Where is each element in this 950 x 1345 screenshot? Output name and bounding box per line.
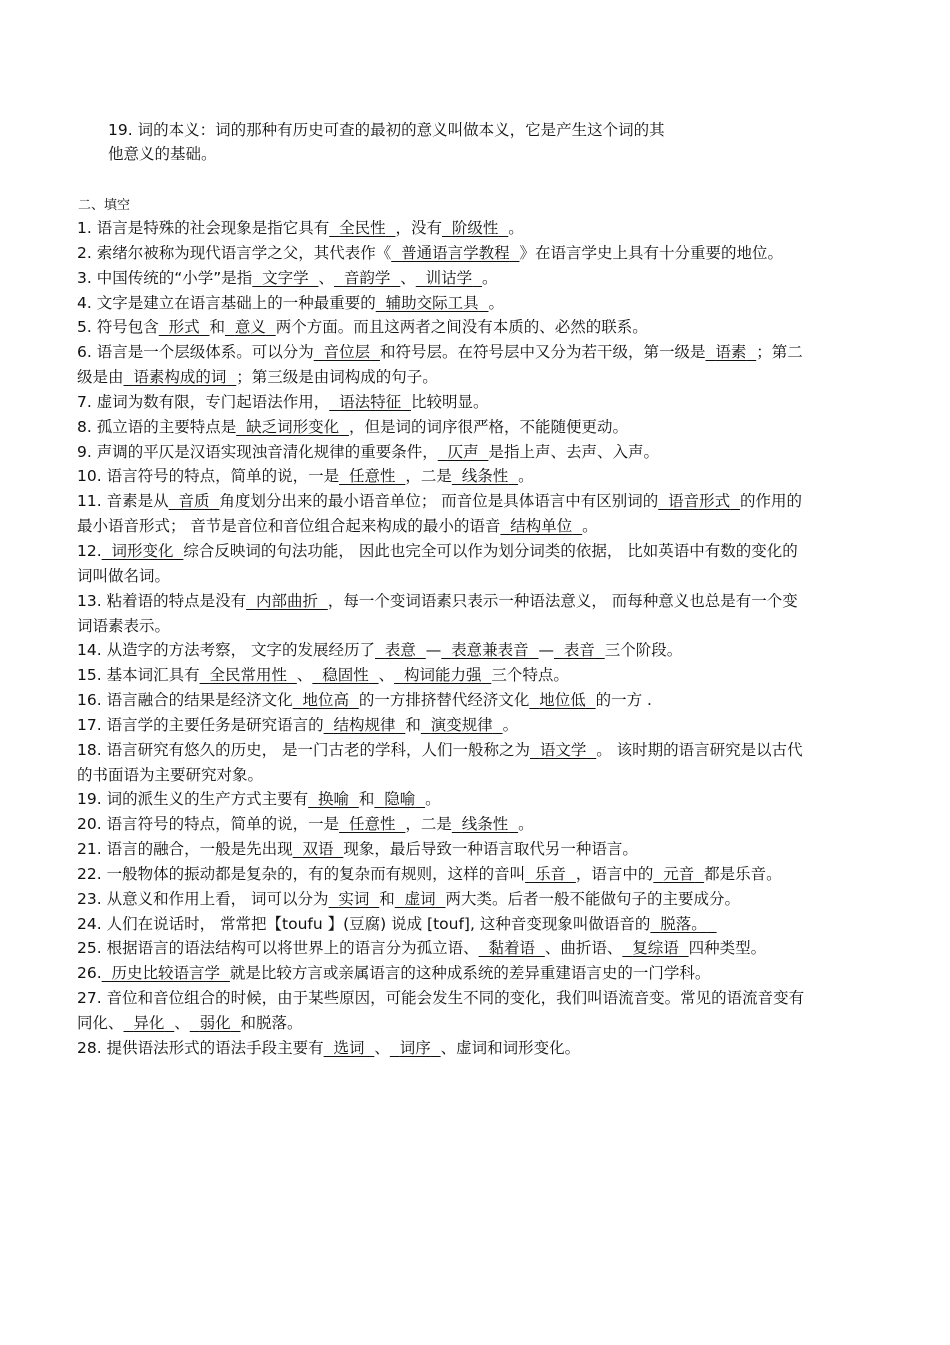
item-text: 4. 文字是建立在语言基础上的一种最重要的 — [77, 293, 376, 312]
fill-in-item — [77, 713, 807, 738]
answer-blank: 音质 — [178, 492, 210, 511]
answer-blank: 文字学 — [262, 268, 309, 287]
fill-in-item — [77, 787, 807, 812]
answer-blank: 仄声 — [447, 442, 479, 461]
item-text: ，没有 — [395, 219, 442, 237]
item-text: 3. 中国传统的“小学”是指 — [77, 268, 253, 287]
answer-blank: 虚词 — [404, 889, 436, 908]
answer-blank: 结构规律 — [333, 715, 396, 734]
item-text: 、虚词和词形变化。 — [440, 1038, 581, 1057]
fill-in-item — [77, 688, 807, 713]
item-text: 、 — [374, 1038, 390, 1057]
item-text: 综合反映词的句法功能， 因此也完全可以作为划分词类的依据， 比如英语中有数的变化的词叫做名词。 — [77, 541, 798, 585]
item-text: 。 — [482, 268, 498, 287]
answer-blank: 内部曲折 — [255, 591, 318, 610]
answer-blank: 复综语 — [632, 939, 679, 958]
item-text: 三个特点。 — [491, 666, 569, 685]
answer-blank: 隐喻 — [384, 790, 416, 809]
fill-in-item — [77, 812, 807, 837]
fill-in-item — [77, 390, 807, 415]
item-text: 27. 音位和音位组合的时候，由于某些原因，可能会发生不同的变化，我们叫语流音变。常见的语流音变有同化、 — [77, 989, 805, 1032]
answer-blank: 辅助交际工具 — [385, 293, 479, 312]
item-text: 18. 语言研究有悠久的历史， 是一门古老的学科，人们一般称之为 — [77, 740, 531, 759]
item-text: 。 — [502, 715, 519, 734]
answer-blank: 构词能力强 — [403, 666, 482, 685]
item-text: — — [425, 641, 442, 660]
answer-blank: 元音 — [663, 864, 695, 883]
answer-blank: 结构单位 — [510, 517, 573, 536]
answer-blank: 选词 — [333, 1038, 365, 1057]
fill-in-item — [77, 315, 807, 340]
item-text: 。 — [518, 815, 534, 834]
fill-in-item — [77, 738, 807, 788]
fill-in-item — [77, 539, 807, 589]
item-text: 和符号层。在符号层中又分为若干级，第一级是 — [379, 343, 706, 362]
answer-blank: 语文学 — [539, 740, 587, 759]
item-text: 的一方 . — [595, 691, 652, 710]
fill-in-item — [77, 340, 807, 390]
definition-19 — [108, 118, 808, 166]
answer-blank: 演变规律 — [430, 715, 493, 734]
answer-blank: 异化 — [133, 1014, 165, 1032]
item-text: 9. 声调的平仄是汉语实现浊音清化规律的重要条件， — [77, 442, 438, 461]
answer-blank: 双语 — [302, 840, 334, 859]
item-text: 就是比较方言或亲属语言的这种成系统的差异重建语言史的一门学科。 — [229, 964, 711, 983]
item-text: 、 — [174, 1014, 190, 1032]
item-text: ，每一个变词语素只表示一种语法意义， 而每种意义也总是有一个变词语素表示。 — [77, 591, 798, 635]
answer-blank: 表意兼表音 — [451, 641, 529, 660]
item-text: 、曲折语、 — [544, 939, 623, 958]
item-text: 。 — [488, 293, 504, 312]
item-text: 8. 孤立语的主要特点是 — [77, 417, 237, 436]
item-text: ，二是 — [405, 815, 452, 834]
fill-in-item — [77, 241, 807, 266]
fill-in-item — [77, 1036, 807, 1061]
answer-blank: 线条性 — [461, 467, 509, 486]
item-text: 两个方面。而且这两者之间没有本质的、必然的联系。 — [275, 318, 648, 337]
answer-blank: 普通语言学教程 — [401, 243, 510, 262]
answer-blank: 语法特征 — [339, 392, 402, 411]
answer-blank: 全民常用性 — [209, 666, 287, 685]
item-text: 。 — [582, 517, 598, 536]
item-text: 26. — [77, 964, 102, 983]
fill-in-item — [77, 266, 807, 291]
item-text: 14. 从造字的方法考察， 文字的发展经历了 — [77, 641, 376, 660]
answer-blank: 历史比较语言学 — [111, 964, 221, 983]
answer-blank: 地位低 — [539, 691, 586, 710]
fill-in-item — [77, 638, 807, 663]
item-text: 现象，最后导致一种语言取代另一种语言。 — [343, 840, 638, 859]
answer-blank: 阶级性 — [451, 219, 499, 237]
item-text: 。 该时期的语言研究是以古代的书面语为主要研究对象。 — [77, 740, 803, 784]
item-text: 20. 语言符号的特点，简单的说，一是 — [77, 815, 340, 834]
answer-blank: 音位层 — [323, 343, 371, 362]
answer-blank: 形式 — [168, 318, 200, 337]
item-text: 是指上声、去声、入声。 — [488, 442, 659, 461]
item-text: 、 — [400, 268, 416, 287]
item-text: 17. 语言学的主要任务是研究语言的 — [77, 715, 324, 734]
item-text: — — [538, 641, 554, 660]
item-text: 和 — [209, 318, 225, 337]
item-text: 。 — [508, 219, 524, 237]
fill-in-item — [77, 216, 807, 241]
fill-in-item — [77, 489, 807, 539]
answer-blank: 词序 — [399, 1038, 431, 1057]
answer-blank: 稳固性 — [322, 666, 369, 685]
fill-in-item — [77, 837, 807, 862]
answer-blank: 语音形式 — [668, 492, 731, 511]
item-text: 24. 人们在说话时， 常常把【toufu 】(豆腐) 说成 [touf], 这种音变现象叫做语音的 — [77, 914, 651, 933]
item-text: 和 — [379, 889, 395, 908]
fill-in-item — [77, 961, 807, 986]
section-title: 二、填空 — [78, 198, 131, 213]
item-text: 角度划分出来的最小语音单位； 而音位是具体语言中有区别词的 — [219, 492, 659, 511]
item-text: 13. 粘着语的特点是没有 — [77, 591, 247, 610]
answer-blank: 弱化 — [199, 1014, 231, 1032]
fill-in-item — [77, 936, 807, 961]
answer-blank: 表音 — [563, 641, 595, 660]
answer-blank: 乐音 — [534, 864, 566, 883]
fill-in-item — [77, 464, 807, 489]
answer-blank: 训诂学 — [425, 268, 473, 287]
item-text: 23. 从意义和作用上看， 词可以分为 — [77, 889, 329, 908]
item-text: ，但是词的词序很严格，不能随便更动。 — [348, 417, 628, 436]
item-text: ；第三级是由词构成的句子。 — [236, 368, 438, 387]
fill-in-item — [77, 589, 807, 639]
fill-in-item — [77, 986, 807, 1036]
item-text: ，二是 — [405, 467, 452, 486]
fill-in-item — [77, 291, 807, 316]
answer-blank: 黏着语 — [488, 939, 535, 958]
item-text: ；第二级是由 — [77, 343, 803, 387]
item-text: 。 — [425, 790, 441, 809]
answer-blank: 音韵学 — [343, 268, 391, 287]
answer-blank: 语素 — [715, 343, 747, 362]
answer-blank: 实词 — [338, 889, 370, 908]
answer-blank: 全民性 — [339, 219, 386, 237]
item-text: 25. 根据语言的语法结构可以将世界上的语言分为孤立语、 — [77, 939, 479, 958]
item-text: 和 — [405, 715, 421, 734]
item-text: 28. 提供语法形式的语法手段主要有 — [77, 1038, 324, 1057]
fill-in-item — [77, 912, 807, 937]
item-text: 两大类。后者一般不能做句子的主要成分。 — [445, 889, 741, 908]
item-text: 的作用的最小语音形式； 音节是音位和音位组合起来构成的最小的语音 — [77, 492, 802, 536]
fill-in-item — [77, 440, 807, 465]
definition-19-line1: 19. 词的本义：词的那种有历史可查的最初的意义叫做本义，它是产生这个词的其 — [108, 121, 665, 139]
item-text: 6. 语言是一个层级体系。可以分为 — [77, 343, 314, 362]
fill-in-list — [77, 216, 807, 1061]
item-text: 21. 语言的融合，一般是先出现 — [77, 840, 293, 859]
item-text: 7. 虚词为数有限，专门起语法作用， — [77, 392, 330, 411]
item-text: 、 — [296, 666, 313, 685]
item-text: 三个阶段。 — [604, 641, 683, 660]
item-text: 16. 语言融合的结果是经济文化 — [77, 691, 293, 710]
answer-blank: 语素构成的词 — [133, 368, 227, 387]
item-text: 的一方排挤替代经济文化 — [358, 691, 530, 710]
item-text: 和 — [358, 790, 375, 809]
item-text: 》在语言学史上具有十分重要的地位。 — [519, 243, 783, 262]
item-text: ，语言中的 — [575, 864, 654, 883]
item-text: 和脱落。 — [240, 1014, 303, 1032]
answer-blank: 任意性 — [348, 467, 396, 486]
item-text: 2. 索绪尔被称为现代语言学之父，其代表作《 — [77, 243, 392, 262]
definition-19-line2: 他意义的基础。 — [108, 145, 217, 163]
answer-blank: 表意 — [384, 641, 416, 660]
answer-blank: 任意性 — [348, 815, 396, 834]
answer-blank: 脱落。 — [660, 914, 707, 933]
answer-blank: 词形变化 — [111, 541, 174, 560]
answer-blank: 线条性 — [461, 815, 509, 834]
item-text: 10. 语言符号的特点，简单的说，一是 — [77, 467, 340, 486]
item-text: 11. 音素是从 — [77, 492, 169, 511]
item-text: 12. — [77, 541, 102, 560]
fill-in-item — [77, 415, 807, 440]
item-text: 比较明显。 — [410, 392, 489, 411]
item-text: 都是乐音。 — [704, 864, 782, 883]
item-text: 1. 语言是特殊的社会现象是指它具有 — [77, 219, 330, 237]
answer-blank: 意义 — [234, 318, 266, 337]
item-text: 、 — [318, 268, 335, 287]
item-text: 。 — [518, 467, 534, 486]
item-text: 15. 基本词汇具有 — [77, 666, 200, 685]
answer-blank: 缺乏词形变化 — [246, 417, 340, 436]
item-text: 22. 一般物体的振动都是复杂的，有的复杂而有规则，这样的音叫 — [77, 864, 526, 883]
item-text: 19. 词的派生义的生产方式主要有 — [77, 790, 309, 809]
answer-blank: 地位高 — [302, 691, 349, 710]
fill-in-item — [77, 862, 807, 887]
item-text: 四种类型。 — [688, 939, 767, 958]
fill-in-item — [77, 887, 807, 912]
item-text: 5. 符号包含 — [77, 318, 159, 337]
answer-blank: 换喻 — [317, 790, 349, 809]
fill-in-item — [77, 663, 807, 688]
item-text: 、 — [378, 666, 395, 685]
